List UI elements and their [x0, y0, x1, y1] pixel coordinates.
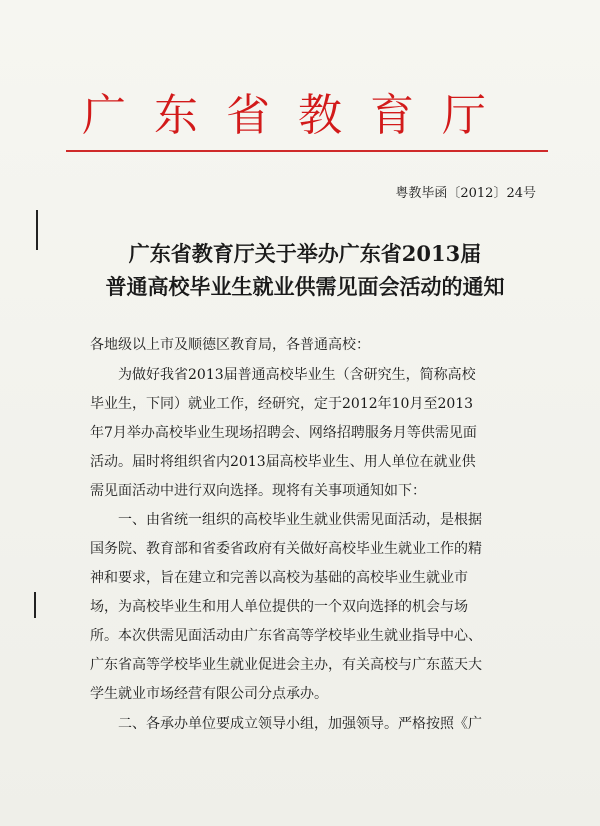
binding-mark	[34, 592, 36, 618]
body-line: 国务院、教育部和省委省政府有关做好高校毕业生就业工作的精	[90, 541, 482, 557]
body-line: 年7月举办高校毕业生现场招聘会、网络招聘服务月等供需见面	[90, 425, 477, 441]
red-divider-line	[66, 150, 548, 152]
body-line: 一、由省统一组织的高校毕业生就业供需见面活动，是根据	[118, 512, 482, 528]
body-line: 二、各承办单位要成立领导小组，加强领导。严格按照《广	[118, 716, 482, 732]
binding-mark	[36, 210, 38, 250]
body-line: 毕业生，下同）就业工作，经研究，定于2012年10月至2013	[90, 396, 474, 412]
notice-title-line-2: 普通高校毕业生就业供需见面会活动的通知	[105, 274, 505, 299]
issuing-department-header: 广东省教育厅	[82, 90, 514, 141]
body-line: 场，为高校毕业生和用人单位提供的一个双向选择的机会与场	[90, 599, 468, 615]
body-line: 神和要求，旨在建立和完善以高校为基础的高校毕业生就业市	[90, 570, 468, 586]
body-line: 广东省高等学校毕业生就业促进会主办，有关高校与广东蓝天大	[90, 657, 482, 673]
body-line: 学生就业市场经营有限公司分点承办。	[90, 686, 328, 702]
body-line: 为做好我省2013届普通高校毕业生（含研究生，简称高校	[118, 367, 476, 383]
body-line: 活动。届时将组织省内2013届高校毕业生、用人单位在就业供	[90, 454, 476, 470]
recipients-line: 各地级以上市及顺德区教育局，各普通高校：	[90, 337, 370, 353]
document-reference-number: 粤教毕函〔2012〕24号	[395, 186, 536, 201]
body-line: 需见面活动中进行双向选择。现将有关事项通知如下：	[90, 483, 426, 499]
notice-title-line-1: 广东省教育厅关于举办广东省2013届	[128, 241, 482, 266]
body-line: 所。本次供需见面活动由广东省高等学校毕业生就业指导中心、	[90, 628, 482, 644]
